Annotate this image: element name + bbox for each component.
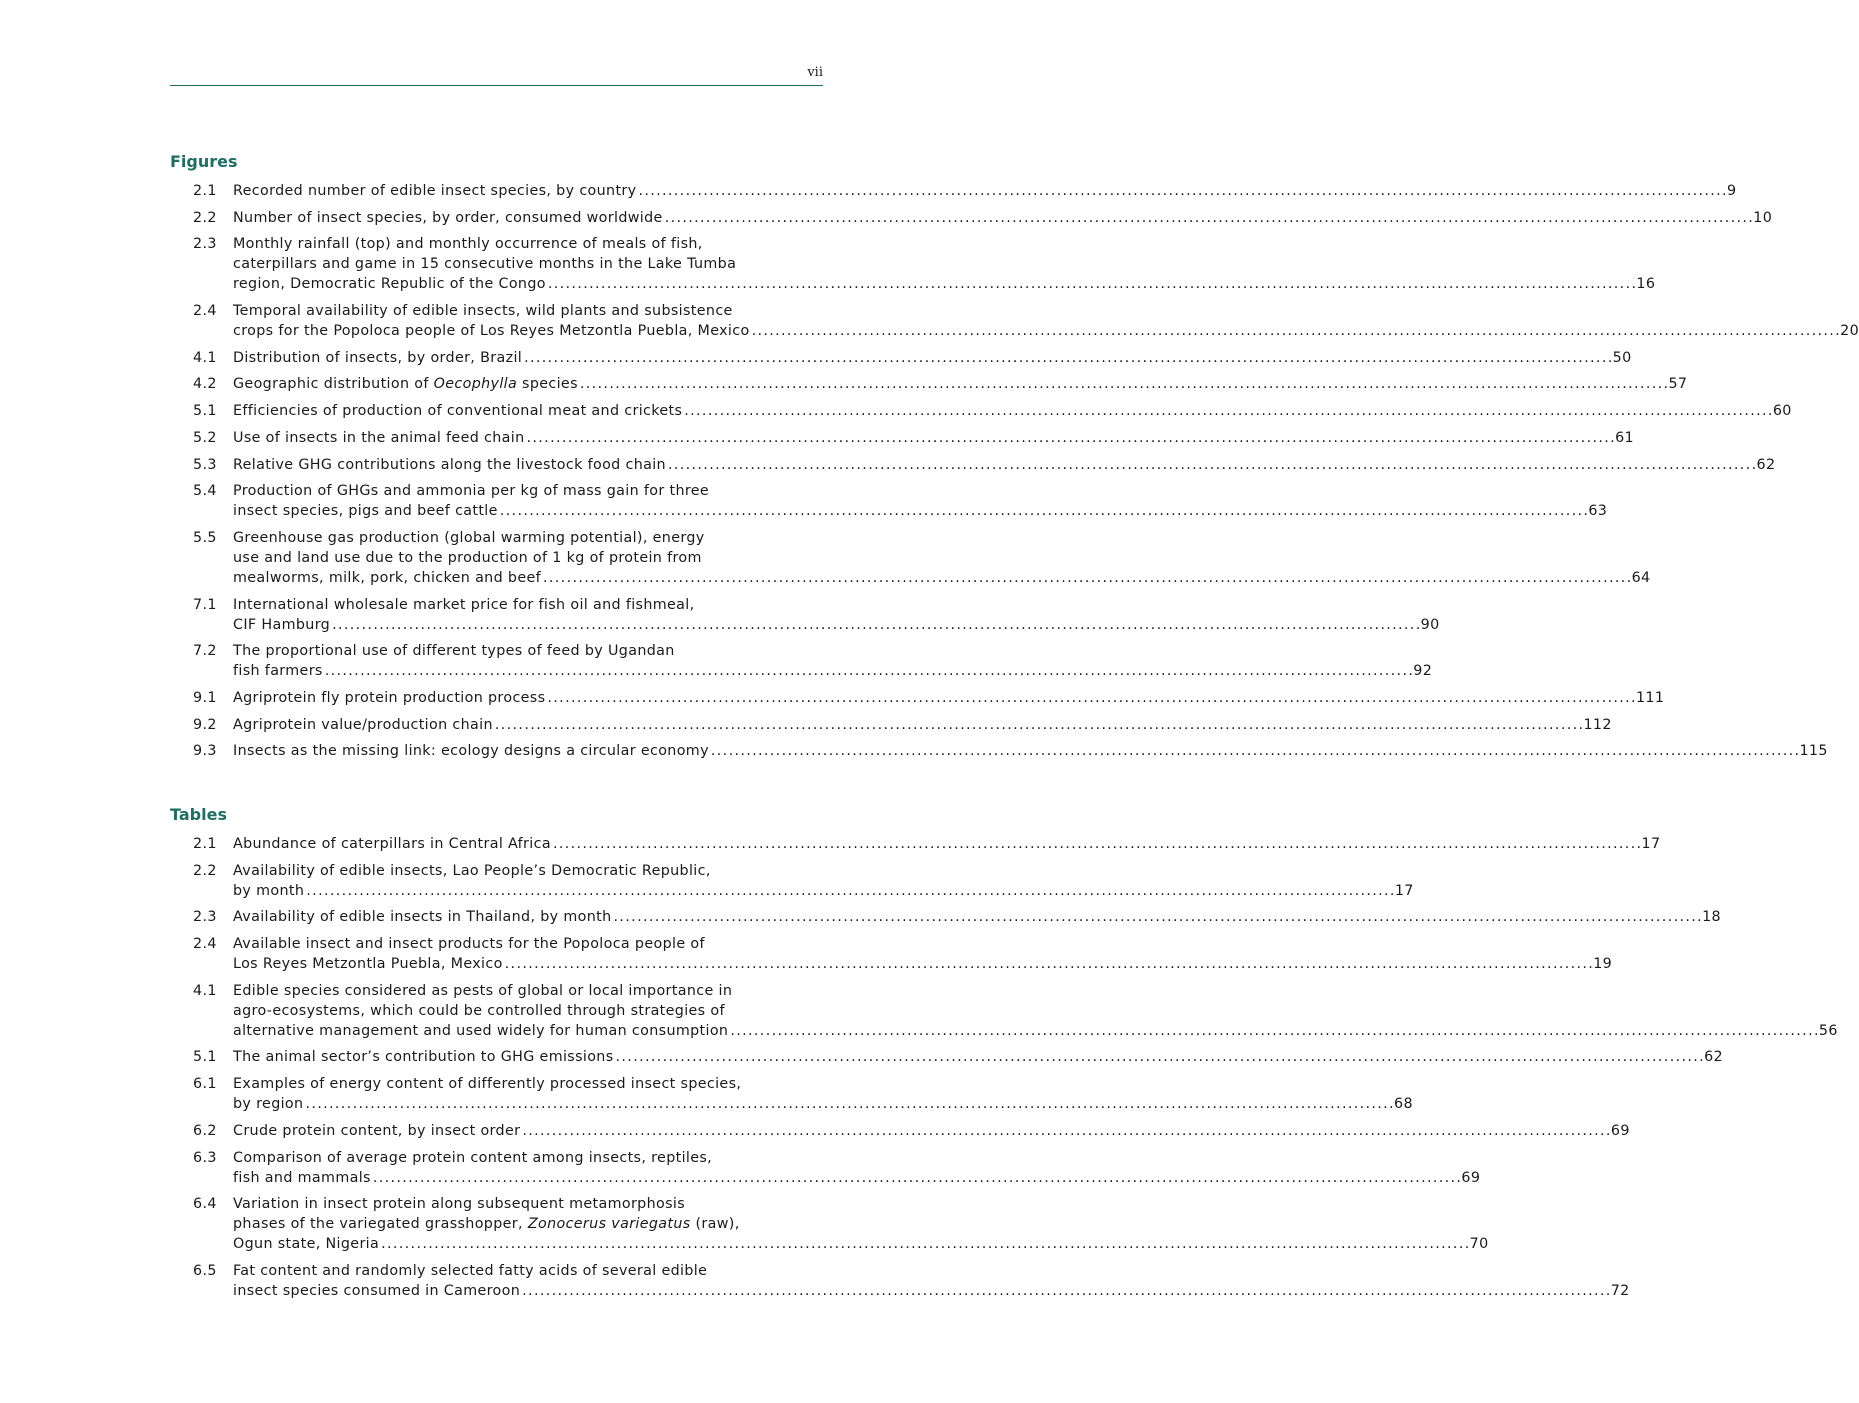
figure-entry[interactable] (170, 301, 1859, 341)
dot-leader (373, 1168, 1460, 1188)
entry-title-line (233, 321, 1859, 341)
table-entry[interactable] (170, 1074, 1413, 1114)
entry-title: Variation in insect protein along subsequent metamorphosis (233, 1196, 686, 1213)
entry-title: Temporal availability of edible insects, wild plants and subsistence (233, 303, 733, 320)
entry-number: 6.4 (193, 1196, 217, 1213)
dot-leader (306, 881, 1393, 901)
entry-number: 2.3 (193, 236, 217, 253)
entry-body (233, 428, 1634, 448)
dot-leader (305, 1094, 1392, 1114)
entry-page: 72 (1610, 1282, 1630, 1299)
entry-title: Comparison of average protein content among insects, reptiles, (233, 1149, 713, 1166)
entry-page: 63 (1588, 503, 1608, 520)
entry-number: 4.2 (193, 376, 217, 393)
dot-leader (752, 321, 1839, 341)
entry-title-line (233, 1001, 1838, 1021)
entry-title: Number of insect species, by order, consumed worldwide (233, 209, 663, 226)
entry-page: 10 (1753, 209, 1773, 226)
figure-entry[interactable] (170, 741, 1828, 761)
entry-title-line (233, 1021, 1838, 1041)
entry-number: 6.3 (193, 1149, 217, 1166)
entry-body (233, 208, 1772, 228)
entry-title-line (233, 981, 1838, 1001)
entry-number: 2.1 (193, 836, 217, 852)
entry-page: 62 (1756, 456, 1776, 473)
entry-title-line (233, 1281, 1630, 1301)
entry-title-line (233, 374, 1687, 394)
entry-page: 16 (1636, 276, 1656, 293)
entry-title: Edible species considered as pests of global or local importance in (233, 982, 733, 999)
entry-title: Available insect and insect products for the Popoloca people of (233, 936, 705, 953)
page-number: vii (807, 65, 823, 80)
table-entry[interactable] (170, 861, 1414, 901)
entry-title: insect species consumed in Cameroon (233, 1282, 521, 1299)
entry-title: Monthly rainfall (top) and monthly occurrence of meals of fish, (233, 236, 703, 253)
figure-entry[interactable] (170, 641, 1433, 681)
dot-leader (543, 568, 1630, 588)
entry-page: 61 (1615, 429, 1634, 446)
entry-body (233, 834, 1660, 854)
entry-page: 69 (1461, 1169, 1481, 1186)
entry-title: Availability of edible insects in Thailand, by month (233, 909, 612, 926)
tables-heading: Tables (170, 805, 227, 824)
table-entry[interactable] (170, 1121, 1630, 1141)
entry-title: The proportional use of different types of feed by Ugandan (233, 643, 675, 660)
entry-title: International wholesale market price for fish oil and fishmeal, (233, 596, 695, 613)
entry-number: 5.3 (193, 456, 217, 473)
entry-title: Use of insects in the animal feed chain (233, 429, 525, 446)
entry-title: caterpillars and game in 15 consecutive months in the Lake Tumba (233, 256, 737, 273)
entry-title-line (233, 548, 1650, 568)
table-entry[interactable] (170, 834, 1661, 854)
entry-number: 7.2 (193, 643, 217, 660)
entry-body (233, 688, 1664, 708)
entry-body (233, 1148, 1480, 1188)
figure-entry[interactable] (170, 401, 1792, 421)
entry-body (233, 715, 1612, 735)
entry-number: 5.1 (193, 1049, 217, 1066)
entry-title-line (233, 881, 1414, 901)
entry-title: by region (233, 1096, 304, 1113)
entry-title-line (233, 1121, 1630, 1141)
entry-title-line (233, 1168, 1480, 1188)
entry-title-line (233, 455, 1775, 475)
entry-title-line (233, 834, 1660, 854)
entry-body (233, 401, 1792, 421)
dot-leader (616, 1047, 1703, 1067)
entry-title: Insects as the missing link: ecology designs a circular economy (233, 743, 709, 760)
entry-title: CIF Hamburg (233, 616, 331, 633)
entry-page: 20 (1840, 323, 1859, 340)
entry-number: 2.3 (193, 909, 217, 926)
entry-title-line (233, 741, 1828, 761)
entry-body (233, 528, 1650, 588)
entry-title: region, Democratic Republic of the Congo (233, 276, 546, 293)
entry-title-line (233, 348, 1632, 368)
entry-title: Production of GHGs and ammonia per kg of mass gain for three (233, 483, 710, 500)
entry-title: agro-ecosystems, which could be controlled through strategies of (233, 1002, 725, 1019)
entry-title: Agriprotein fly protein production process (233, 689, 546, 706)
species-name: Oecophylla (433, 376, 518, 393)
figure-entry[interactable] (170, 481, 1608, 521)
entry-body (233, 374, 1687, 394)
entry-title-line (233, 615, 1440, 635)
entry-number: 6.5 (193, 1262, 217, 1279)
entry-page: 112 (1583, 716, 1612, 733)
entry-title-line (233, 568, 1650, 588)
dot-leader (505, 954, 1592, 974)
entry-title-line (233, 274, 1655, 294)
entry-title-line (233, 595, 1440, 615)
entry-body (233, 301, 1859, 341)
figure-entry[interactable] (170, 374, 1688, 394)
entry-title-line (233, 1148, 1480, 1168)
table-entry[interactable] (170, 907, 1721, 927)
figure-entry[interactable] (170, 688, 1665, 708)
entry-title: mealworms, milk, pork, chicken and beef (233, 569, 542, 586)
page-header (170, 62, 823, 86)
dot-leader (580, 374, 1667, 394)
entry-number: 7.1 (193, 596, 217, 613)
entry-page: 17 (1394, 882, 1414, 899)
entry-title: Los Reyes Metzontla Puebla, Mexico (233, 956, 503, 973)
dot-leader (332, 615, 1419, 635)
entry-title-line (233, 907, 1721, 927)
entry-title: Examples of energy content of differently processed insect species, (233, 1076, 742, 1093)
entry-number: 2.2 (193, 862, 217, 879)
entry-title-line (233, 301, 1859, 321)
entry-title-line (233, 861, 1414, 881)
entry-page: 68 (1394, 1096, 1413, 1113)
entry-title: alternative management and used widely for human consumption (233, 1022, 729, 1039)
entry-title: Fat content and randomly selected fatty acids of several edible (233, 1262, 708, 1279)
figures-heading: Figures (170, 152, 238, 171)
entry-body (233, 981, 1838, 1041)
dot-leader (325, 661, 1412, 681)
entry-number: 5.5 (193, 529, 217, 546)
entry-page: 60 (1772, 403, 1792, 420)
entry-body (233, 481, 1607, 521)
entry-title: fish farmers (233, 663, 323, 680)
dot-leader (547, 688, 1634, 708)
entry-title-line (233, 428, 1634, 448)
table-entry[interactable] (170, 981, 1838, 1041)
entry-title: insect species, pigs and beef cattle (233, 503, 498, 520)
entry-page: 111 (1635, 689, 1665, 706)
figure-entry[interactable] (170, 455, 1776, 475)
entry-number: 4.1 (193, 349, 217, 366)
entry-title: fish and mammals (233, 1169, 371, 1186)
entry-page: 19 (1593, 956, 1613, 973)
entry-body (233, 934, 1612, 974)
figure-entry[interactable] (170, 181, 1737, 201)
entry-number: 5.4 (193, 483, 217, 500)
entry-number: 4.1 (193, 982, 217, 999)
dot-leader (668, 455, 1755, 475)
tables-list (170, 834, 1838, 1308)
figure-entry[interactable] (170, 715, 1612, 735)
entry-page: 115 (1799, 743, 1828, 760)
dot-leader (500, 501, 1587, 521)
entry-body (233, 348, 1632, 368)
entry-title-line (233, 688, 1664, 708)
entry-title-line (233, 934, 1612, 954)
entry-body (233, 1121, 1630, 1141)
entry-number: 6.1 (193, 1076, 217, 1093)
entry-number: 9.1 (193, 689, 217, 706)
entry-title-line (233, 661, 1432, 681)
entry-title: Abundance of caterpillars in Central Africa (233, 836, 551, 852)
entry-page: 90 (1420, 616, 1440, 633)
dot-leader (665, 208, 1752, 228)
entry-page: 92 (1413, 663, 1433, 680)
entry-page: 17 (1641, 836, 1661, 852)
entry-title-line (233, 528, 1650, 548)
entry-number: 6.2 (193, 1122, 217, 1139)
dot-leader (548, 274, 1635, 294)
entry-title-line (233, 715, 1612, 735)
dot-leader (553, 834, 1640, 854)
figure-entry[interactable] (170, 208, 1773, 228)
table-entry[interactable] (170, 934, 1613, 974)
entry-page: 57 (1668, 376, 1688, 393)
entry-page: 50 (1612, 349, 1632, 366)
dot-leader (614, 907, 1701, 927)
figure-entry[interactable] (170, 234, 1656, 294)
figures-list (170, 181, 1859, 768)
entry-title: Greenhouse gas production (global warming potential), energy (233, 529, 705, 546)
entry-title: Distribution of insects, by order, Brazil (233, 349, 523, 366)
entry-title: Relative GHG contributions along the livestock food chain (233, 456, 666, 473)
entry-number: 5.1 (193, 403, 217, 420)
entry-title-line (233, 481, 1607, 501)
entry-title-line (233, 181, 1736, 201)
entry-body (233, 181, 1736, 201)
entry-title-line (233, 1214, 1489, 1234)
entry-number: 5.2 (193, 429, 217, 446)
entry-page: 70 (1469, 1236, 1489, 1253)
table-entry[interactable] (170, 1261, 1630, 1301)
entry-body (233, 641, 1432, 681)
entry-title-line (233, 208, 1772, 228)
entry-page: 62 (1704, 1049, 1723, 1066)
figure-entry[interactable] (170, 595, 1440, 635)
entry-title-line (233, 1074, 1413, 1094)
entry-title: crops for the Popoloca people of Los Reyes Metzontla Puebla, Mexico (233, 323, 750, 340)
entry-page: 64 (1631, 569, 1651, 586)
entry-number: 2.4 (193, 303, 217, 320)
entry-title-line (233, 234, 1655, 254)
entry-number: 9.3 (193, 743, 217, 760)
dot-leader (527, 428, 1614, 448)
entry-body (233, 1047, 1723, 1067)
dot-leader (684, 401, 1771, 421)
table-entry[interactable] (170, 1194, 1489, 1254)
entry-title-line (233, 401, 1792, 421)
entry-title: Geographic distribution of Oecophylla species (233, 376, 578, 393)
entry-title: Recorded number of edible insect species, by country (233, 183, 637, 199)
entry-title-line (233, 1194, 1489, 1214)
entry-title-line (233, 1234, 1489, 1254)
entry-title-line (233, 501, 1607, 521)
entry-title-line (233, 1047, 1723, 1067)
dot-leader (730, 1021, 1817, 1041)
entry-number: 2.4 (193, 936, 217, 953)
entry-page: 56 (1818, 1022, 1838, 1039)
entry-page: 9 (1727, 183, 1737, 199)
entry-title: by month (233, 882, 305, 899)
entry-number: 9.2 (193, 716, 217, 733)
dot-leader (524, 348, 1611, 368)
entry-title: Crude protein content, by insect order (233, 1122, 521, 1139)
figure-entry[interactable] (170, 528, 1651, 588)
dot-leader (495, 715, 1582, 735)
entry-body (233, 1194, 1489, 1254)
figure-entry[interactable] (170, 428, 1634, 448)
entry-body (233, 907, 1721, 927)
entry-body (233, 455, 1775, 475)
dot-leader (522, 1121, 1609, 1141)
entry-title: Availability of edible insects, Lao People’s Democratic Republic, (233, 862, 711, 879)
entry-page: 69 (1610, 1122, 1630, 1139)
entry-body (233, 595, 1440, 635)
entry-title-line (233, 1261, 1630, 1281)
entry-title: Efficiencies of production of conventional meat and crickets (233, 403, 683, 420)
dot-leader (711, 741, 1798, 761)
entry-title: Agriprotein value/production chain (233, 716, 493, 733)
entry-title-line (233, 954, 1612, 974)
entry-title-line (233, 641, 1432, 661)
entry-title: phases of the variegated grasshopper, Zonocerus variegatus (raw), (233, 1216, 740, 1233)
table-entry[interactable] (170, 1148, 1481, 1188)
entry-title-line (233, 254, 1655, 274)
figure-entry[interactable] (170, 348, 1632, 368)
entry-body (233, 1074, 1413, 1114)
entry-body (233, 1261, 1630, 1301)
entry-page: 18 (1702, 909, 1721, 926)
entry-title-line (233, 1094, 1413, 1114)
entry-body (233, 741, 1828, 761)
entry-body (233, 234, 1655, 294)
entry-body (233, 861, 1414, 901)
table-entry[interactable] (170, 1047, 1723, 1067)
dot-leader (522, 1281, 1609, 1301)
entry-number: 2.1 (193, 183, 217, 199)
entry-title: Ogun state, Nigeria (233, 1236, 380, 1253)
species-name: Zonocerus variegatus (527, 1216, 691, 1233)
entry-number: 2.2 (193, 209, 217, 226)
dot-leader (381, 1234, 1468, 1254)
entry-title: use and land use due to the production of 1 kg of protein from (233, 549, 702, 566)
entry-title: The animal sector’s contribution to GHG emissions (233, 1049, 614, 1066)
dot-leader (638, 181, 1725, 201)
